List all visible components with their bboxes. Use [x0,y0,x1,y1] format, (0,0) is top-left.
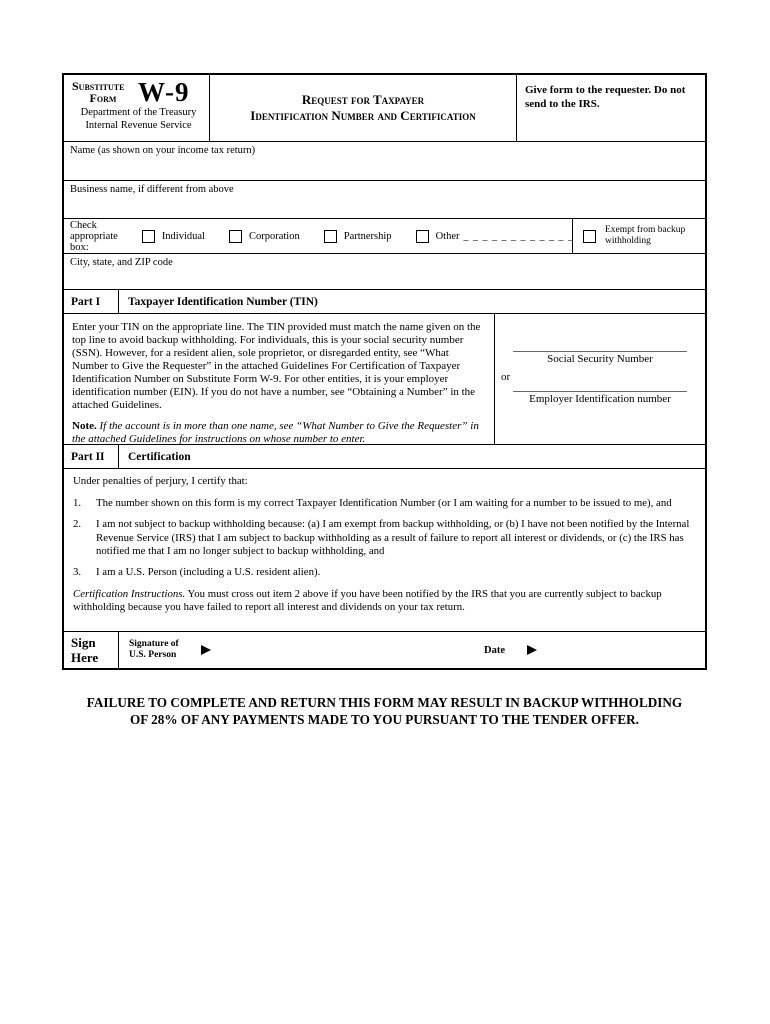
part1-note-text: If the account is in more than one name, see “What Number to Give the Requester” in the attached Guidelines for instructions on whose number to enter. [72,420,479,445]
certification-item-3 [73,566,696,579]
date-label: Date [484,644,505,656]
requester-instruction-block [516,75,705,141]
partnership-label: Partnership [343,230,392,242]
city-state-zip-row [64,253,705,289]
part1-instructions [64,314,494,444]
corporation-label: Corporation [248,230,300,242]
form-number: W-9 [138,77,190,107]
w9-form-table [62,73,707,670]
certification-intro: Under penalties of perjury, I certify that: [73,475,248,487]
part2-header-row [64,444,705,468]
warning-line1: FAILURE TO COMPLETE AND RETURN THIS FORM MAY RESULT IN BACKUP WITHHOLDING [86,695,683,710]
part2-title: Certification [118,445,705,468]
name-field-label: Name (as shown on your income tax return) [70,145,256,156]
name-field[interactable] [64,142,705,180]
tin-entry-cell [494,314,705,444]
exempt-checkbox[interactable] [583,230,596,243]
item1-text: The number shown on this form is my correct Taxpayer Identification Number (or I am waiting for a number to be issued to me), and [96,497,672,510]
agency-line1: Department of the Treasury [80,107,197,118]
form-title-block [209,75,516,141]
entity-type-row [64,218,705,253]
substitute-form-block [72,77,205,107]
signature-of-label: Signature of U.S. Person [129,639,179,660]
partnership-checkbox[interactable] [324,230,337,243]
part1-instructions-text: Enter your TIN on the appropriate line. The TIN provided must match the name given on the top line to avoid backup withholding. For individuals, this is your social security number (SSN). However, for a resident alien, sole proprietor, or disregarded entity, see “What Number to Give the Requester” in the attached Guidelines For Certification of Taxpayer Identification Number on Substitute Form W-9. For other entities, it is your employer identification number (EIN). If you do not have a number, see “Obtaining a Number” in the attached Guidelines. [72,321,481,411]
date-entry-space[interactable] [537,643,567,657]
signature-area [118,632,705,668]
entity-option-corporation [229,230,300,243]
form-title-line1: Request for Taxpayer [301,92,425,107]
requester-instruction-text: Give form to the requester. Do not send to the IRS. [525,84,686,110]
item2-text: I am not subject to backup withholding because: (a) I am exempt from backup withholding, or (b) I have not been notified by the Internal Revenue Service (IRS) that I am subject to backup withholding as a result of failure to report all interest or dividends, or (c) the IRS has notified me that I am no longer subject to backup withholding, and [96,518,690,557]
item2-number: 2. [73,518,82,531]
ein-label: Employer Identification number [529,393,671,405]
certification-content [64,469,705,615]
item1-number: 1. [73,497,82,510]
form-identity-block [64,75,209,141]
agency-line2: Internal Revenue Service [85,119,192,131]
certification-instructions-label: Certification Instructions. [73,588,186,601]
ssn-label: Social Security Number [547,353,653,365]
check-appropriate-box-label: Check appropriate box: [70,219,118,253]
certification-instructions-text: You must cross out item 2 above if you have been notified by the IRS that you are currently subject to backup withholding because you have failed to report all interest and dividends on your tax return. [73,588,662,614]
here-word: Here [71,650,99,665]
part1-header-row [64,289,705,313]
part1-body-row [64,313,705,444]
form-title-line2: Identification Number and Certification [250,108,476,123]
entity-option-other [416,230,574,243]
individual-checkbox[interactable] [142,230,155,243]
part1-title: Taxpayer Identification Number (TIN) [118,290,705,313]
entity-option-partnership [324,230,392,243]
part1-note-label: Note. [72,420,97,432]
part2-body-row [64,468,705,631]
business-name-field[interactable] [64,181,705,218]
item3-number: 3. [73,566,82,579]
exempt-label: Exempt from backup withholding [605,224,686,246]
certification-instructions [73,588,696,614]
other-checkbox[interactable] [416,230,429,243]
signature-entry-space[interactable] [211,632,484,668]
date-arrow-icon [527,645,537,655]
part1-note [72,420,486,446]
form-header-row [64,75,705,141]
substitute-word: Substitute [72,79,125,93]
name-field-row [64,141,705,180]
corporation-checkbox[interactable] [229,230,242,243]
or-label: or [501,371,511,383]
sign-word: Sign [71,635,96,650]
business-name-field-label: Business name, if different from above [70,184,234,195]
individual-label: Individual [161,230,205,242]
date-area [484,643,567,657]
signature-arrow-icon [201,645,211,655]
exempt-backup-withholding-cell [572,219,705,253]
sign-here-row [64,631,705,668]
part1-label: Part I [71,295,101,308]
city-state-zip-field[interactable] [64,254,705,289]
certification-item-2 [73,518,696,558]
sign-here-label [64,632,118,668]
city-state-zip-label: City, state, and ZIP code [70,257,173,268]
item3-text: I am a U.S. Person (including a U.S. resident alien). [96,566,321,579]
certification-item-1 [73,497,696,510]
other-label: Other [435,230,460,242]
backup-withholding-warning [62,694,707,728]
entity-type-options [64,219,572,253]
form-word: Form [89,91,117,105]
part2-label: Part II [71,450,105,463]
warning-line2: OF 28% OF ANY PAYMENTS MADE TO YOU PURSUANT TO THE TENDER OFFER. [130,712,639,727]
entity-option-individual [142,230,205,243]
other-fill-in-blank[interactable]: _ _ _ _ _ _ _ _ _ _ _ _ [463,230,574,242]
business-name-field-row [64,180,705,218]
